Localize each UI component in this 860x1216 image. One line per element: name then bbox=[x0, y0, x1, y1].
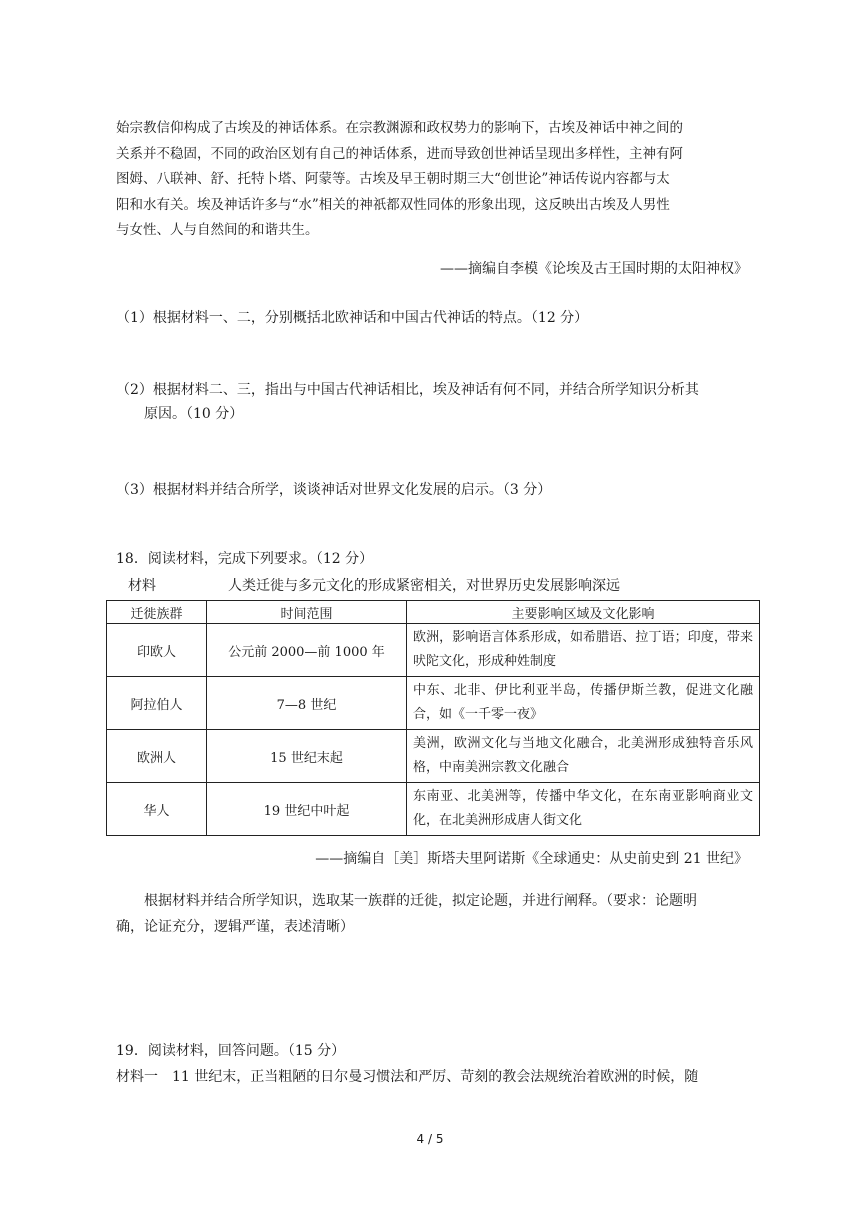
question-17-2-line1: （2）根据材料二、三，指出与中国古代神话相比，埃及神话有何不同，并结合所学知识分析其 bbox=[116, 382, 699, 398]
cell-impact: 东南亚、北美洲等，传播中华文化，在东南亚影响商业文化，在北美洲形成唐人街文化 bbox=[407, 783, 760, 836]
table-row bbox=[107, 624, 760, 677]
source-citation-2: ——摘编自［美］斯塔夫里阿诺斯《全球通史：从史前史到 21 世纪》 bbox=[315, 851, 748, 867]
header-time: 时间范围 bbox=[207, 601, 407, 624]
task-line1: 根据材料并结合所学知识，选取某一族群的迁徙，拟定论题，并进行阐释。（要求：论题明 bbox=[144, 893, 697, 909]
migration-table bbox=[106, 600, 760, 836]
cell-impact: 欧洲，影响语言体系形成，如希腊语、拉丁语；印度，带来吠陀文化，形成种姓制度 bbox=[407, 624, 760, 677]
question-19-heading: 19．阅读材料，回答问题。（15 分） bbox=[116, 1043, 346, 1059]
question-17-2-line2: 原因。（10 分） bbox=[144, 406, 244, 422]
material-one-text: 11 世纪末，正当粗陋的日尔曼习惯法和严厉、苛刻的教会法规统治着欧洲的时候，随 bbox=[172, 1069, 699, 1085]
paragraph-line: 关系并不稳固，不同的政治区划有自己的神话体系，进而导致创世神话呈现出多样性，主神有阿 bbox=[116, 145, 683, 162]
table-row bbox=[107, 677, 760, 730]
question-17-2 bbox=[116, 378, 699, 426]
question-18-heading: 18．阅读材料，完成下列要求。（12 分） bbox=[116, 551, 374, 567]
cell-impact: 美洲，欧洲文化与当地文化融合，北美洲形成独特音乐风格，中南美洲宗教文化融合 bbox=[407, 730, 760, 783]
table-row bbox=[107, 783, 760, 836]
question-17-3: （3）根据材料并结合所学，谈谈神话对世界文化发展的启示。（3 分） bbox=[116, 482, 552, 498]
cell-group: 印欧人 bbox=[107, 624, 207, 677]
paragraph-line: 始宗教信仰构成了古埃及的神话体系。在宗教渊源和政权势力的影响下，古埃及神话中神之间的 bbox=[116, 120, 683, 136]
question-18-task bbox=[116, 888, 748, 940]
paragraph-line: 图姆、八联神、舒、托特卜塔、阿蒙等。古埃及早王朝时期三大“创世论”神话传说内容都与太 bbox=[116, 171, 670, 188]
cell-time: 15 世纪末起 bbox=[207, 730, 407, 783]
material-one bbox=[116, 1066, 698, 1086]
source-citation-1: ——摘编自李模《论埃及古王国时期的太阳神权》 bbox=[440, 261, 748, 277]
task-line2: 确，论证充分，逻辑严谨，表述清晰） bbox=[116, 919, 354, 935]
cell-time: 公元前 2000—前 1000 年 bbox=[207, 624, 407, 677]
header-group: 迁徙族群 bbox=[107, 601, 207, 624]
cell-group: 阿拉伯人 bbox=[107, 677, 207, 730]
material-label: 材料 bbox=[128, 578, 156, 594]
material-title: 人类迁徙与多元文化的形成紧密相关，对世界历史发展影响深远 bbox=[228, 578, 620, 594]
material-caption bbox=[128, 575, 620, 595]
table-row bbox=[107, 730, 760, 783]
table-header-row bbox=[107, 601, 760, 624]
question-17-1: （1）根据材料一、二，分别概括北欧神话和中国古代神话的特点。（12 分） bbox=[116, 310, 589, 326]
paragraph-line: 与女性、人与自然间的和谐共生。 bbox=[116, 222, 319, 239]
cell-group: 欧洲人 bbox=[107, 730, 207, 783]
material-one-label: 材料一 bbox=[116, 1069, 158, 1085]
cell-time: 7—8 世纪 bbox=[207, 677, 407, 730]
intro-paragraph bbox=[116, 116, 748, 244]
paragraph-line: 阳和水有关。埃及神话许多与“水”相关的神祇都双性同体的形象出现，这反映出古埃及人男性 bbox=[116, 196, 670, 213]
cell-time: 19 世纪中叶起 bbox=[207, 783, 407, 836]
page-number: 4 / 5 bbox=[416, 1132, 444, 1146]
cell-group: 华人 bbox=[107, 783, 207, 836]
header-impact: 主要影响区域及文化影响 bbox=[407, 601, 760, 624]
cell-impact: 中东、北非、伊比利亚半岛，传播伊斯兰教，促进文化融合，如《一千零一夜》 bbox=[407, 677, 760, 730]
